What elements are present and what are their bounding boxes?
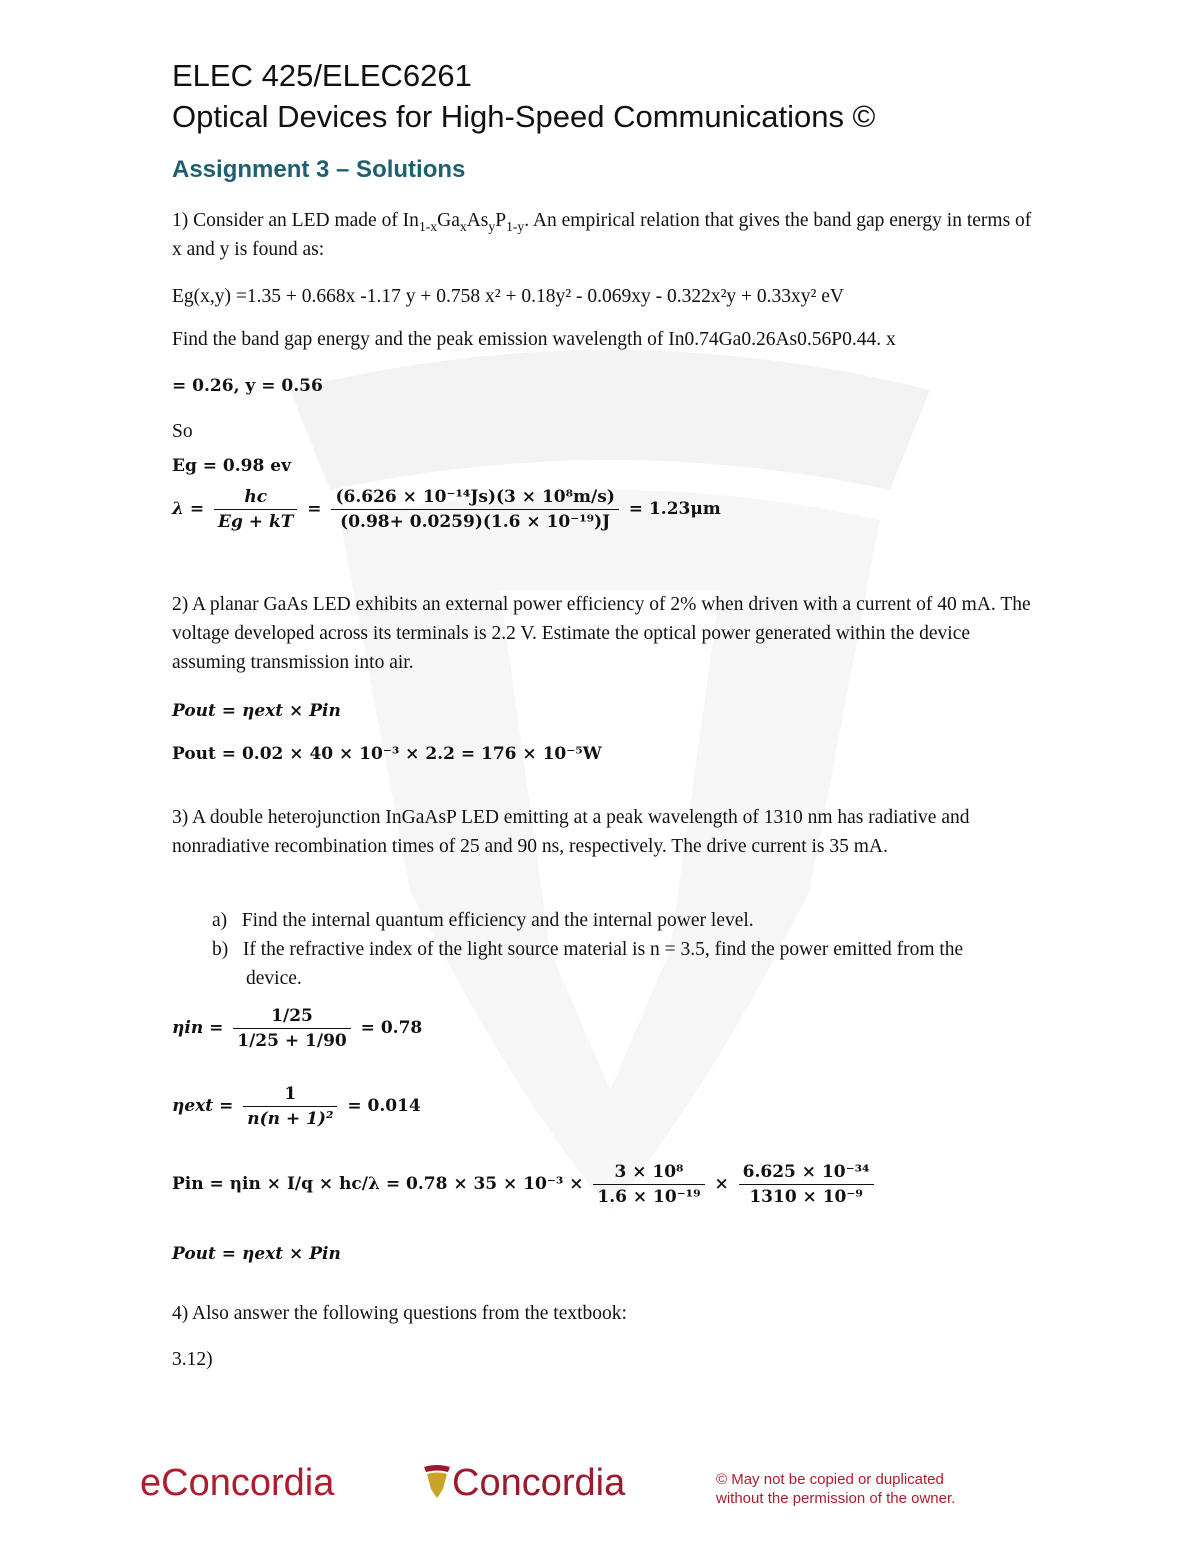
q2-eq2: Pout = 0.02 × 40 × 10⁻³ × 2.2 = 176 × 10⁻⁵W [172, 744, 602, 764]
q2-eq1: Pout = ηext × Pin [172, 701, 341, 721]
q3-part-a: a) Find the internal quantum efficiency and the internal power level. [212, 910, 754, 931]
assignment-heading: Assignment 3 – Solutions [172, 156, 466, 183]
q3-eta-in: ηin = $\frac{1/25}{1/25 + 1/90}$ = 0.78 [172, 1006, 423, 1051]
concordia-logo: Concordia [422, 1462, 625, 1505]
copyright-notice: © May not be copied or duplicated without the permission of the owner. [716, 1471, 956, 1507]
fraction-hc-over-eg: $\frac{hc}{Eg + kT}$ [214, 487, 297, 532]
q3-part-b: b) If the refractive index of the light source material is n = 3.5, find the power emitted from the device. [212, 939, 964, 989]
q1-values: = 0.26, y = 0.56 [172, 376, 323, 396]
q2-text: 2) A planar GaAs LED exhibits an external power efficiency of 2% when driven with a current of 40 mA. The voltage developed across its terminals is 2.2 V. Estimate the optical power generated within the device assuming transmission into air. [172, 594, 1031, 673]
q1-so: So [172, 421, 193, 442]
q1-wavelength-equation: λ = $\frac{hc}{Eg + kT}$ = $\frac{\text{(6.626 × 10⁻¹⁴Js)(3 × 10⁸m/s)}}{\text{(0.98+ 0.0259)(1.6 × 10⁻¹⁹)J}}$ = 1.23μm [172, 487, 721, 532]
econcordia-logo: eConcordia [140, 1462, 335, 1504]
q1-eg-result: Eg = 0.98 ev [172, 456, 291, 476]
fraction-numeric: $\frac{\text{(6.626 × 10⁻¹⁴Js)(3 × 10⁸m/s)}}{\text{(0.98+ 0.0259)(1.6 × 10⁻¹⁹)J}}$ [331, 487, 618, 532]
course-title: Optical Devices for High-Speed Communications © [172, 99, 876, 134]
q3-pin: Pin = ηin × I/q × hc/λ = 0.78 × 35 × 10⁻³ × $\frac{\text{3 × 10⁸}}{\text{1.6 × 10⁻¹⁹}}$ × $\frac{\text{6.625 × 10⁻³⁴}}{\text{1310 × 10⁻⁹}}$ [172, 1162, 878, 1207]
q4-item: 3.12) [172, 1349, 213, 1370]
q3-eta-ext: ηext = $\frac{1}{\text{n(n + 1)²}}$ = 0.014 [172, 1084, 421, 1129]
course-code: ELEC 425/ELEC6261 [172, 58, 472, 93]
q3-text: 3) A double heterojunction InGaAsP LED emitting at a peak wavelength of 1310 nm has radiative and nonradiative recombination times of 25 and 90 ns, respectively. The drive current is 35 mA. [172, 807, 970, 857]
q1-bandgap-equation: Eg(x,y) =1.35 + 0.668x -1.17 y + 0.758 x² + 0.18y² - 0.069xy - 0.322x²y + 0.33xy² eV [172, 286, 844, 307]
concordia-shield-icon [422, 1463, 452, 1499]
q1-text: 1) Consider an LED made of $In_{1-x}Ga_xAs_yP_{1-y}$. An empirical relation that gives the band gap energy in terms of x and y is found as: [172, 210, 1032, 260]
q3-pout: Pout = ηext × Pin [172, 1244, 341, 1264]
q1-find: Find the band gap energy and the peak emission wavelength of In0.74Ga0.26As0.56P0.44. x [172, 329, 896, 350]
q4-text: 4) Also answer the following questions from the textbook: [172, 1303, 627, 1324]
